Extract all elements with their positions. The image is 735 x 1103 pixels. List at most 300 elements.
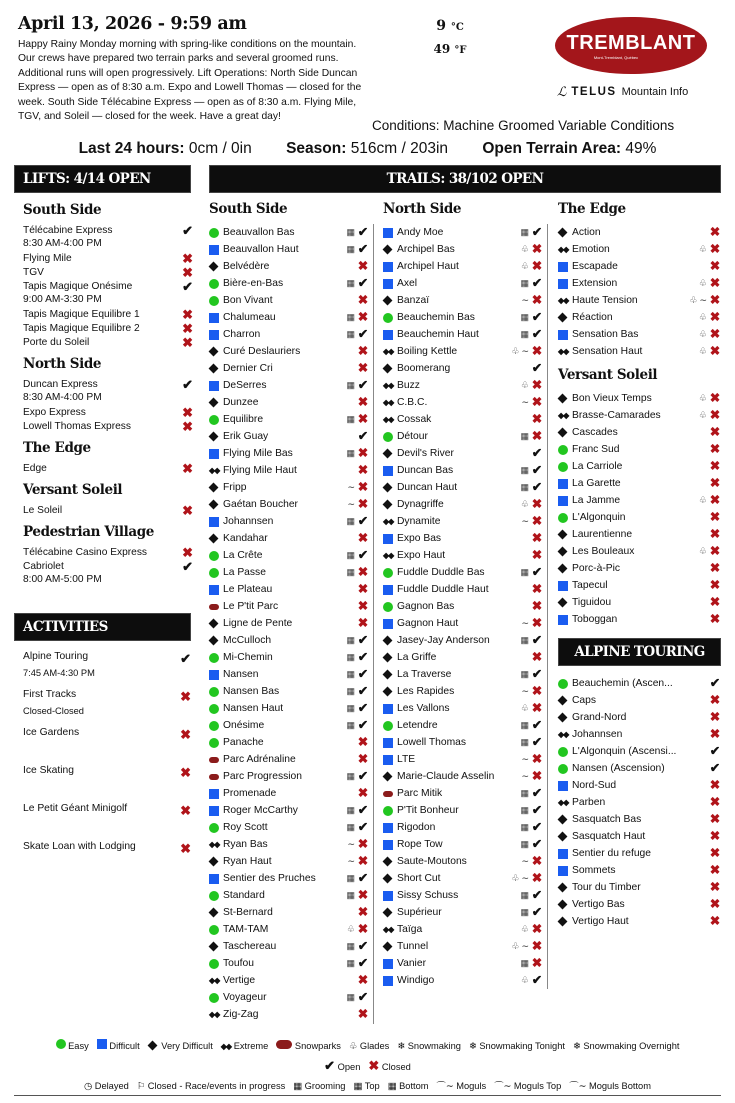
- trail-row[interactable]: [383, 224, 543, 241]
- trail-row[interactable]: [558, 509, 721, 526]
- trail-row[interactable]: [558, 577, 721, 594]
- trail-row[interactable]: [209, 258, 369, 275]
- trail-row[interactable]: [209, 972, 369, 989]
- trail-row[interactable]: [383, 768, 543, 785]
- trail-row[interactable]: [209, 462, 369, 479]
- closed-x-icon: ✖: [531, 582, 543, 596]
- closed-x-icon: ✖: [709, 408, 721, 422]
- trail-row[interactable]: [209, 224, 369, 241]
- closed-x-icon: ✖: [357, 531, 369, 545]
- very-difficult-diamond-icon: [383, 636, 393, 646]
- trail-row[interactable]: [383, 921, 543, 938]
- lift-row[interactable]: [23, 280, 193, 306]
- easy-circle-icon: [209, 568, 219, 578]
- trail-name: TAM-TAM: [223, 924, 269, 935]
- trail-name: Sentier du refuge: [572, 848, 651, 859]
- very-difficult-diamond-icon: [383, 483, 393, 493]
- report-date-title: April 13, 2026 - 9:59 am: [18, 14, 247, 34]
- grooming-icon: ▦: [520, 720, 529, 730]
- trail-name: Expo Bas: [397, 533, 442, 544]
- trail-name: Charron: [223, 329, 261, 340]
- lift-row[interactable]: [23, 336, 193, 349]
- trail-row[interactable]: [558, 879, 721, 896]
- trail-row[interactable]: [383, 275, 543, 292]
- trail-row[interactable]: [209, 309, 369, 326]
- trail-row[interactable]: [558, 896, 721, 913]
- closed-x-icon: ✖: [182, 405, 193, 420]
- trail-row[interactable]: [558, 526, 721, 543]
- legend-item: Easy: [56, 1041, 89, 1051]
- open-check-icon: ✔: [357, 769, 369, 783]
- difficult-square-icon: [97, 1039, 107, 1049]
- lift-row[interactable]: [23, 224, 193, 250]
- trail-row[interactable]: [209, 870, 369, 887]
- trail-row[interactable]: [383, 496, 543, 513]
- grooming-icon: ▦: [520, 958, 529, 968]
- grooming-icon: ▦: [346, 329, 355, 339]
- grooming-icon: ▦: [293, 1081, 303, 1091]
- closed-x-icon: ✖: [531, 259, 543, 273]
- legend-row-status: [0, 1056, 735, 1077]
- trail-row[interactable]: [383, 955, 543, 972]
- trail-row[interactable]: [558, 726, 721, 743]
- trail-row[interactable]: [209, 938, 369, 955]
- trail-name: Panache: [223, 737, 264, 748]
- trail-row[interactable]: [558, 611, 721, 628]
- closed-x-icon: ✖: [531, 956, 543, 970]
- trail-row[interactable]: [558, 343, 721, 360]
- trail-name: Extension: [572, 278, 618, 289]
- trail-name: McCulloch: [223, 635, 272, 646]
- closed-x-icon: ✖: [357, 905, 369, 919]
- trail-row[interactable]: [383, 836, 543, 853]
- legend-item: ⌒∼ Moguls Top: [494, 1081, 562, 1091]
- trail-row[interactable]: [383, 377, 543, 394]
- grooming-icon: ▦: [346, 652, 355, 662]
- daily-message: Happy Rainy Monday morning with spring-like conditions on the mountain. Our crews have prepared two terrain parks and several groomed runs. Additional runs will open progressively. Lift Operations: North Side Duncan Express — open as of 8:30 a.m. Expo and Lowell Thomas — closed for the week. South Side Télécabine Express — open as of 8:30 a.m. Flying Mile, TGV, and Soleil — closed for the week. Have a great day!: [18, 39, 362, 123]
- open-check-icon: ✔: [709, 676, 721, 690]
- trail-row[interactable]: [383, 343, 543, 360]
- trail-row[interactable]: [209, 530, 369, 547]
- trail-name: Sissy Schuss: [397, 890, 459, 901]
- lift-hours: 8:00 AM-5:00 PM: [23, 574, 102, 585]
- trail-row[interactable]: [209, 547, 369, 564]
- easy-circle-icon: [209, 704, 219, 714]
- lift-name: Tapis Magique Equilibre 1: [23, 309, 140, 320]
- trail-row[interactable]: [209, 768, 369, 785]
- trail-row[interactable]: [209, 292, 369, 309]
- trail-row[interactable]: [209, 887, 369, 904]
- trail-row[interactable]: [383, 870, 543, 887]
- trail-row[interactable]: [558, 458, 721, 475]
- closed-x-icon: ✖: [709, 344, 721, 358]
- open-check-icon: ✔: [357, 650, 369, 664]
- trail-row[interactable]: [209, 989, 369, 1006]
- moguls-icon: ∼: [521, 516, 529, 526]
- trail-row[interactable]: [558, 407, 721, 424]
- trail-name: Flying Mile Bas: [223, 448, 293, 459]
- legend-row-difficulty: [0, 1037, 735, 1056]
- trail-name: Vertigo Haut: [572, 916, 629, 927]
- lift-row[interactable]: [23, 378, 193, 404]
- trail-row[interactable]: [383, 802, 543, 819]
- grooming-icon: ▦: [346, 941, 355, 951]
- trail-row[interactable]: [383, 479, 543, 496]
- trail-row[interactable]: [558, 241, 721, 258]
- trail-row[interactable]: [209, 377, 369, 394]
- grooming-icon: ▦: [346, 686, 355, 696]
- trail-row[interactable]: [558, 224, 721, 241]
- trail-row[interactable]: [209, 326, 369, 343]
- trail-row[interactable]: [383, 292, 543, 309]
- trail-row[interactable]: [383, 887, 543, 904]
- trail-row[interactable]: [383, 734, 543, 751]
- activity-name: First Tracks: [23, 689, 77, 700]
- closed-x-icon: ✖: [709, 493, 721, 507]
- trail-row[interactable]: [209, 598, 369, 615]
- grooming-icon: ▦: [346, 448, 355, 458]
- trail-name: Dynamite: [397, 516, 441, 527]
- trail-row[interactable]: [209, 649, 369, 666]
- lift-row[interactable]: [23, 406, 193, 419]
- activity-row[interactable]: [23, 803, 191, 818]
- closed-x-icon: ✖: [709, 778, 721, 792]
- trail-row[interactable]: [383, 241, 543, 258]
- trail-row[interactable]: [558, 709, 721, 726]
- trail-row[interactable]: [383, 360, 543, 377]
- trail-row[interactable]: [558, 675, 721, 692]
- alpine-touring-list: [558, 675, 721, 930]
- trail-row[interactable]: [383, 462, 543, 479]
- lift-name: Télécabine Casino Express: [23, 547, 148, 558]
- trail-row[interactable]: [209, 683, 369, 700]
- very-difficult-diamond-icon: [558, 547, 568, 557]
- trail-name: Sasquatch Haut: [572, 831, 646, 842]
- closed-x-icon: ✖: [709, 897, 721, 911]
- open-check-icon: ✔: [324, 1058, 336, 1073]
- lift-row[interactable]: [23, 462, 193, 475]
- grooming-icon: ▦: [346, 227, 355, 237]
- snowmaking-icon: ❄: [468, 1041, 477, 1051]
- legend-divider: [14, 1095, 721, 1096]
- trail-row[interactable]: [558, 275, 721, 292]
- trail-row[interactable]: [209, 802, 369, 819]
- trail-row[interactable]: [558, 794, 721, 811]
- lift-row[interactable]: [23, 322, 193, 335]
- trail-row[interactable]: [558, 743, 721, 760]
- closed-x-icon: ✖: [531, 497, 543, 511]
- report-header: [18, 14, 363, 124]
- trail-row[interactable]: [383, 751, 543, 768]
- snowpark-icon: [209, 757, 219, 763]
- trail-row[interactable]: [558, 390, 721, 407]
- trail-row[interactable]: [209, 751, 369, 768]
- trail-row[interactable]: [209, 904, 369, 921]
- trail-row[interactable]: [383, 700, 543, 717]
- closed-x-icon: ✖: [709, 242, 721, 256]
- trail-row[interactable]: [558, 492, 721, 509]
- trail-row[interactable]: [209, 785, 369, 802]
- trail-row[interactable]: [383, 394, 543, 411]
- trail-row[interactable]: [209, 700, 369, 717]
- legend-item: Very Difficult: [148, 1041, 213, 1051]
- trail-row[interactable]: [209, 496, 369, 513]
- closed-x-icon: ✖: [357, 888, 369, 902]
- activity-row[interactable]: [23, 841, 191, 856]
- lift-row[interactable]: [23, 266, 193, 279]
- trail-row[interactable]: [209, 853, 369, 870]
- closed-x-icon: ✖: [709, 727, 721, 741]
- trail-row[interactable]: [558, 692, 721, 709]
- glades-icon: ♧: [520, 924, 529, 934]
- trail-row[interactable]: [558, 326, 721, 343]
- trail-row[interactable]: [383, 258, 543, 275]
- trail-row[interactable]: [383, 666, 543, 683]
- trail-row[interactable]: [209, 360, 369, 377]
- difficult-square-icon: [558, 330, 568, 340]
- trail-row[interactable]: [383, 683, 543, 700]
- trail-row[interactable]: [209, 632, 369, 649]
- closed-x-icon: ✖: [357, 259, 369, 273]
- trail-row[interactable]: [209, 836, 369, 853]
- easy-circle-icon: [558, 764, 568, 774]
- activity-name: Skate Loan with Lodging: [23, 841, 136, 852]
- trail-name: La Passe: [223, 567, 266, 578]
- open-check-icon: ✔: [357, 990, 369, 1004]
- trail-row[interactable]: [209, 921, 369, 938]
- closed-x-icon: ✖: [709, 693, 721, 707]
- trail-row[interactable]: [383, 428, 543, 445]
- open-check-icon: ✔: [357, 667, 369, 681]
- closed-x-icon: ✖: [180, 765, 191, 780]
- closed-x-icon: ✖: [709, 510, 721, 524]
- moguls-icon: ∼: [347, 839, 355, 849]
- very-difficult-diamond-icon: [558, 564, 568, 574]
- trail-row[interactable]: [209, 479, 369, 496]
- grooming-icon: ▦: [520, 805, 529, 815]
- extreme-double-diamond-icon: ◆◆: [383, 347, 394, 356]
- trail-name: Les Rapides: [397, 686, 455, 697]
- open-check-icon: ✔: [182, 377, 193, 392]
- activity-row[interactable]: [23, 765, 191, 780]
- trail-row[interactable]: [383, 785, 543, 802]
- difficult-square-icon: [383, 891, 393, 901]
- trail-row[interactable]: [209, 343, 369, 360]
- trail-row[interactable]: [383, 938, 543, 955]
- trail-name: Les Vallons: [397, 703, 450, 714]
- trail-row[interactable]: [558, 913, 721, 930]
- grooming-icon: ▦: [346, 822, 355, 832]
- activity-row[interactable]: [23, 727, 191, 742]
- snow-stats: Last 24 hours: 0cm / 0in Season: 516cm / 203in Open Terrain Area: 49%: [78, 140, 657, 157]
- trail-row[interactable]: [209, 428, 369, 445]
- closed-x-icon: ✖: [709, 829, 721, 843]
- trail-row[interactable]: [558, 309, 721, 326]
- activity-row[interactable]: [23, 689, 191, 716]
- lift-row[interactable]: [23, 560, 193, 586]
- glades-icon: ♧: [511, 941, 520, 951]
- moguls-icon: ∼: [521, 856, 529, 866]
- trail-row[interactable]: [558, 424, 721, 441]
- grooming-icon: ▦: [346, 992, 355, 1002]
- trail-row[interactable]: [558, 441, 721, 458]
- trail-name: Equilibre: [223, 414, 264, 425]
- activity-row[interactable]: [23, 651, 191, 678]
- trail-row[interactable]: [209, 564, 369, 581]
- trail-row[interactable]: [209, 513, 369, 530]
- trail-row[interactable]: [558, 292, 721, 309]
- trail-name: Johannsen: [223, 516, 274, 527]
- trail-row[interactable]: [209, 819, 369, 836]
- lift-row[interactable]: [23, 420, 193, 433]
- legend-item: ❄ Snowmaking Tonight: [468, 1041, 565, 1051]
- difficult-square-icon: [558, 615, 568, 625]
- very-difficult-diamond-icon: [558, 883, 568, 893]
- extreme-double-diamond-icon: ◆◆: [383, 517, 394, 526]
- lift-row[interactable]: [23, 504, 193, 517]
- trail-row[interactable]: [383, 632, 543, 649]
- open-check-icon: ✔: [531, 837, 543, 851]
- trail-name: Fuddle Duddle Bas: [397, 567, 485, 578]
- trail-row[interactable]: [383, 649, 543, 666]
- trail-row[interactable]: [383, 581, 543, 598]
- lift-name: Lowell Thomas Express: [23, 421, 131, 432]
- closed-x-icon: ✖: [182, 307, 193, 322]
- trail-row[interactable]: [558, 258, 721, 275]
- trail-row[interactable]: [383, 411, 543, 428]
- trail-row[interactable]: [209, 717, 369, 734]
- trail-name: Belvédère: [223, 261, 270, 272]
- trail-row[interactable]: [383, 853, 543, 870]
- closed-x-icon: ✖: [531, 242, 543, 256]
- lift-row[interactable]: [23, 252, 193, 265]
- easy-circle-icon: [209, 738, 219, 748]
- trail-row[interactable]: [383, 819, 543, 836]
- trail-row[interactable]: [383, 972, 543, 989]
- trail-row[interactable]: [383, 326, 543, 343]
- trail-row[interactable]: [383, 598, 543, 615]
- open-check-icon: ✔: [531, 446, 543, 460]
- trail-row[interactable]: [558, 777, 721, 794]
- open-check-icon: ✔: [531, 225, 543, 239]
- trail-name: Beauchemin (Ascen...: [572, 678, 673, 689]
- easy-circle-icon: [558, 679, 568, 689]
- trail-row[interactable]: [558, 543, 721, 560]
- trail-row[interactable]: [383, 904, 543, 921]
- closed-x-icon: ✖: [357, 412, 369, 426]
- trail-name: Buzz: [397, 380, 420, 391]
- very-difficult-diamond-icon: [383, 874, 393, 884]
- extreme-double-diamond-icon: ◆◆: [558, 347, 569, 356]
- trail-name: DeSerres: [223, 380, 267, 391]
- trail-name: Dynagriffe: [397, 499, 444, 510]
- trail-row[interactable]: [383, 615, 543, 632]
- trail-row[interactable]: [383, 717, 543, 734]
- trail-row[interactable]: [209, 445, 369, 462]
- moguls-icon: ∼: [347, 482, 355, 492]
- trail-row[interactable]: [383, 309, 543, 326]
- trail-row[interactable]: [209, 955, 369, 972]
- closed-x-icon: ✖: [709, 710, 721, 724]
- open-check-icon: ✔: [531, 905, 543, 919]
- tremblant-logo: TREMBLANT Mont-Tremblant, Québec: [555, 17, 707, 74]
- trail-row[interactable]: [558, 811, 721, 828]
- trail-name: Tiguidou: [572, 597, 612, 608]
- trail-row[interactable]: [209, 394, 369, 411]
- trail-row[interactable]: [558, 594, 721, 611]
- grooming-icon: ▦: [520, 822, 529, 832]
- trail-row[interactable]: [558, 760, 721, 777]
- trail-name: Archipel Haut: [397, 261, 459, 272]
- trail-row[interactable]: [209, 734, 369, 751]
- trail-row[interactable]: [383, 564, 543, 581]
- difficult-square-icon: [383, 262, 393, 272]
- trail-name: Emotion: [572, 244, 610, 255]
- trail-row[interactable]: [558, 845, 721, 862]
- trail-name: La Crête: [223, 550, 263, 561]
- trail-row[interactable]: [209, 275, 369, 292]
- trail-row[interactable]: [209, 581, 369, 598]
- trail-name: Les Bouleaux: [572, 546, 635, 557]
- open-check-icon: ✔: [531, 735, 543, 749]
- closed-x-icon: ✖: [357, 973, 369, 987]
- grooming-icon: ▦: [520, 737, 529, 747]
- glades-icon: ♧: [698, 410, 707, 420]
- trail-row[interactable]: [209, 1006, 369, 1023]
- trail-row[interactable]: [209, 615, 369, 632]
- lift-name: Tapis Magique Onésime: [23, 281, 133, 292]
- lift-row[interactable]: [23, 546, 193, 559]
- trail-row[interactable]: [383, 513, 543, 530]
- easy-circle-icon: [209, 296, 219, 306]
- closed-x-icon: ✖: [531, 429, 543, 443]
- difficult-square-icon: [209, 585, 219, 595]
- trail-row[interactable]: [209, 241, 369, 258]
- last24-value: 0cm / 0in: [188, 140, 252, 157]
- easy-circle-icon: [209, 993, 219, 1003]
- lift-row[interactable]: [23, 308, 193, 321]
- trail-name: La Traverse: [397, 669, 452, 680]
- very-difficult-diamond-icon: [383, 687, 393, 697]
- grooming-icon: ▦: [520, 669, 529, 679]
- difficult-square-icon: [383, 330, 393, 340]
- snowpark-icon: [276, 1040, 292, 1049]
- open-check-icon: ✔: [531, 667, 543, 681]
- open-check-icon: ✔: [357, 378, 369, 392]
- easy-circle-icon: [209, 721, 219, 731]
- difficult-square-icon: [383, 738, 393, 748]
- trail-row[interactable]: [383, 445, 543, 462]
- easy-circle-icon: [209, 653, 219, 663]
- trail-row[interactable]: [558, 560, 721, 577]
- trail-name: Gagnon Bas: [397, 601, 455, 612]
- trail-row[interactable]: [558, 862, 721, 879]
- legend-item: ♧ Glades: [348, 1041, 390, 1051]
- very-difficult-diamond-icon: [558, 530, 568, 540]
- grooming-icon: ▦: [346, 890, 355, 900]
- trail-row[interactable]: [558, 828, 721, 845]
- closed-x-icon: ✖: [709, 259, 721, 273]
- trail-row[interactable]: [383, 547, 543, 564]
- grooming-icon: ▦: [346, 720, 355, 730]
- open-check-icon: ✔: [357, 633, 369, 647]
- trail-name: Lowell Thomas: [397, 737, 467, 748]
- trail-row[interactable]: [383, 530, 543, 547]
- trail-row[interactable]: [558, 475, 721, 492]
- closed-x-icon: ✖: [357, 293, 369, 307]
- trail-row[interactable]: [209, 666, 369, 683]
- trail-row[interactable]: [209, 411, 369, 428]
